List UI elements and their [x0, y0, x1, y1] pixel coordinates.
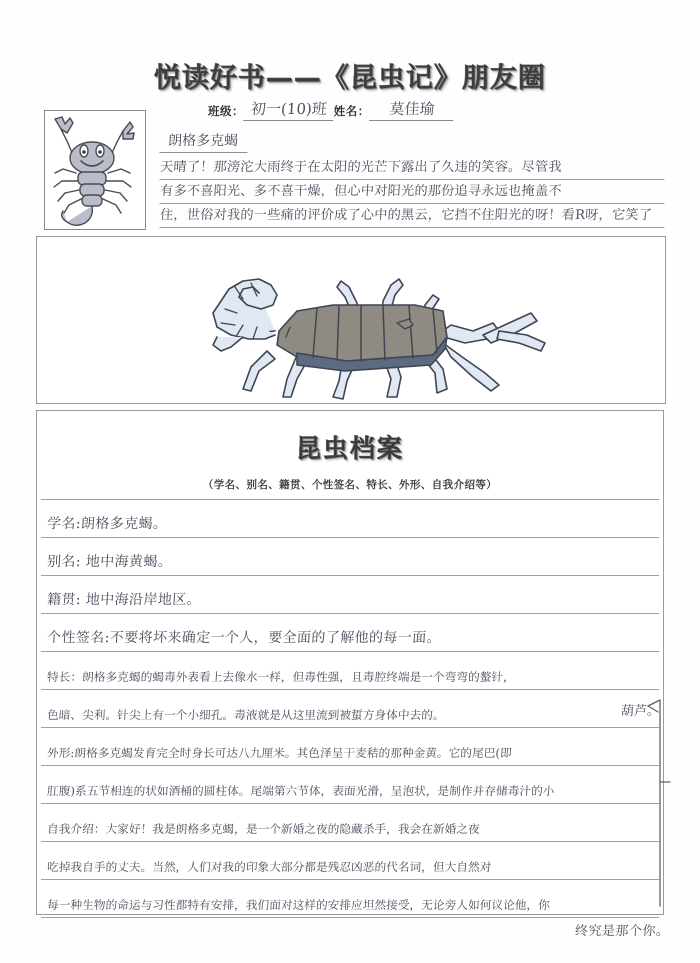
post-line: 天晴了！那滂沱大雨终于在太阳的光芒下露出了久违的笑容。尽管我: [159, 156, 665, 180]
side-note-hulu: 葫芦。: [620, 704, 661, 719]
archive-fields: [37, 500, 663, 918]
field-row-gexingqianming: [41, 614, 659, 652]
post-block: [160, 130, 665, 228]
para-line: 外形:朗格多克蝎发育完全时身长可达八九厘米。其色泽呈干麦秸的那种金黄。它的尾巴(即: [46, 746, 513, 760]
para-row-tezhang-2: [41, 690, 659, 728]
para-row-waixing-1: [41, 728, 659, 766]
field-row-jiguan: [41, 576, 659, 614]
scorpion-illustration: [147, 239, 567, 401]
closing-line: 终究是那个你。: [574, 924, 671, 939]
post-line: 有多不喜阳光、多不喜干燥，但心中对阳光的那份追寻永远也掩盖不: [159, 180, 665, 204]
para-line: 肛腹)系五节相连的状如酒桶的圆柱体。尾端第六节体，表面光滑，呈泡状，是制作并存储毒汁的小: [46, 784, 555, 798]
para-line: 吃掉我自手的丈夫。当然，人们对我的印象大部分都是残忍凶恶的代名词，但大自然对: [46, 860, 492, 874]
page-title: 悦读好书——《昆虫记》朋友圈: [154, 63, 546, 94]
para-line: 色暗、尖利。针尖上有一个小细孔。毒液就是从这里流到被蜇方身体中去的。: [46, 708, 446, 722]
para-row-waixing-2: [41, 766, 659, 804]
field-value: 籍贯: 地中海沿岸地区。: [46, 592, 202, 608]
archive-title: 昆虫档案: [295, 434, 404, 463]
para-row-ziwojieshao-3: [41, 880, 659, 918]
class-label: 班级：: [208, 106, 244, 118]
para-line: 自我介绍：大家好！我是朗格多克蝎，是一个新婚之夜的隐藏杀手，我会在新婚之夜: [46, 822, 481, 836]
post-subject-title: 朗格多克蝎: [159, 130, 248, 153]
para-line: 每一种生物的命运与习性都特有安排，我们面对这样的安排应坦然接受，无论旁人如何议论他，你: [46, 898, 551, 912]
field-value: 别名: 地中海黄蝎。: [46, 554, 173, 570]
field-value: 个性签名:不要将坏来确定一个人，要全面的了解他的每一面。: [46, 630, 442, 646]
para-row-ziwojieshao-2: [41, 842, 659, 880]
name-value: 莫佳瑜: [369, 98, 455, 121]
post-line: 住，世俗对我的一些痛的评价成了心中的黑云，它挡不住阳光的呀！看R呀，它笑了: [159, 204, 665, 228]
insect-archive-panel: [36, 410, 664, 915]
class-value: 初一(10)班: [243, 98, 334, 121]
illustration-panel: [36, 236, 666, 404]
para-line: 特长：朗格多克蝎的蝎毒外表看上去像水一样，但毒性强，且毒腔终端是一个弯弯的螯针，: [46, 670, 516, 684]
cartoon-scorpion-icon: [45, 111, 145, 229]
name-label: 姓名：: [333, 106, 370, 118]
field-row-xueming: [41, 500, 659, 538]
para-row-ziwojieshao-1: [41, 804, 659, 842]
annotation-bracket: [646, 692, 674, 914]
field-value: 学名:朗格多克蝎。: [46, 516, 168, 532]
avatar: [44, 110, 146, 230]
archive-subtitle: （学名、别名、籍贯、个性签名、特长、外形、自我介绍等）: [41, 477, 659, 500]
field-row-bieming: [41, 538, 659, 576]
page-title-wrap: [0, 56, 700, 95]
student-meta: [208, 98, 454, 121]
para-row-tezhang-1: [41, 652, 659, 690]
